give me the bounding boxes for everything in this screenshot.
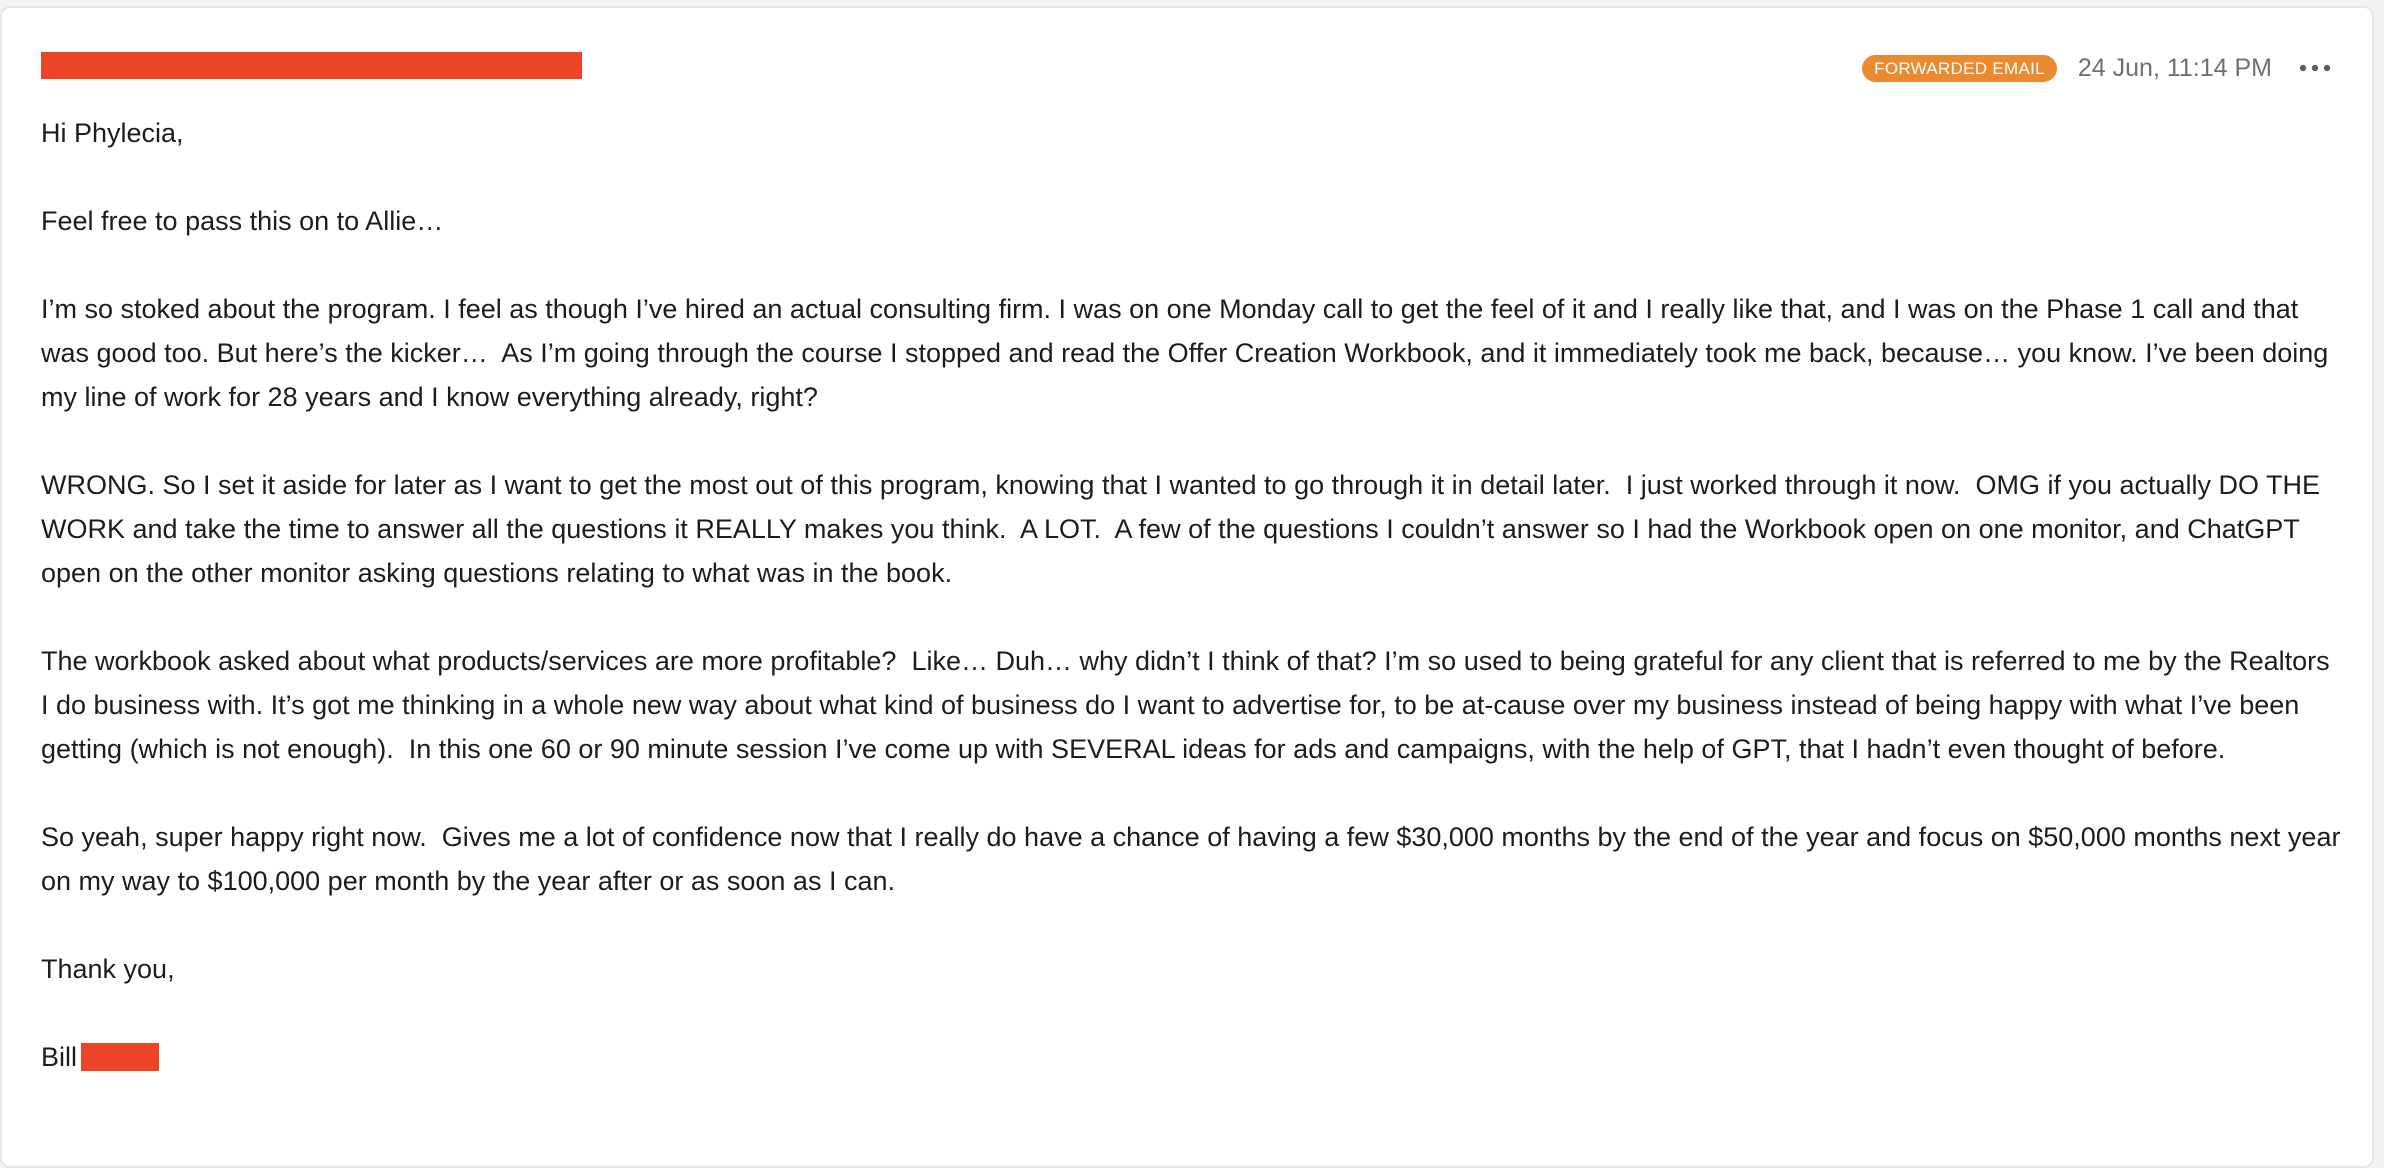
sender-redaction xyxy=(41,52,582,79)
more-options-button[interactable] xyxy=(2298,51,2332,85)
signature-redaction xyxy=(81,1043,159,1071)
email-sign-off: Thank you, xyxy=(41,954,175,984)
email-greeting: Hi Phylecia, xyxy=(41,118,184,148)
email-paragraph: So yeah, super happy right now. Gives me a lot of confidence now that I really do have a chance of having a few $30,000 months by the end of the year and focus on $50,000 months next year on my way to $100,000 per month by the year after or as soon as I can. xyxy=(41,822,2348,896)
email-paragraph: Feel free to pass this on to Allie… xyxy=(41,206,444,236)
email-paragraph: The workbook asked about what products/services are more profitable? Like… Duh… why didn’t I think of that? I’m so used to being grateful for any client that is referred to me by the Realtors I do business with. It’s got me thinking in a whole new way about what kind of business do I want to advertise for, to be at-cause over my business instead of being happy with what I’ve been getting (which is not enough). In this one 60 or 90 minute session I’ve come up with SEVERAL ideas for ads and campaigns, with the help of GPT, that I hadn’t even thought of before. xyxy=(41,646,2338,764)
email-paragraph: I’m so stoked about the program. I feel as though I’ve hired an actual consulting firm. I was on one Monday call to get the feel of it and I really like that, and I was on the Phase 1 call and that was good too. But here’s the kicker… As I’m going through the course I stopped and read the Offer Creation Workbook, and it immediately took me back, because… you know. I’ve been doing my line of work for 28 years and I know everything already, right? xyxy=(41,294,2336,412)
email-card xyxy=(0,6,2374,1168)
email-body xyxy=(41,111,2348,1079)
email-meta xyxy=(1862,46,2332,90)
email-paragraph: WRONG. So I set it aside for later as I want to get the most out of this program, knowing that I wanted to go through it in detail later. I just worked through it now. OMG if you actually DO THE WORK and take the time to answer all the questions it REALLY makes you think. A LOT. A few of the questions I couldn’t answer so I had the Workbook open on one monitor, and ChatGPT open on the other monitor asking questions relating to what was in the book. xyxy=(41,470,2328,588)
email-header xyxy=(41,46,2332,90)
email-timestamp: 24 Jun, 11:14 PM xyxy=(2077,53,2272,82)
signature-name: Bill xyxy=(41,1042,78,1072)
email-signature xyxy=(41,1035,2341,1079)
more-horizontal-icon xyxy=(2298,63,2332,73)
forwarded-email-badge: FORWARDED EMAIL xyxy=(1862,55,2057,82)
